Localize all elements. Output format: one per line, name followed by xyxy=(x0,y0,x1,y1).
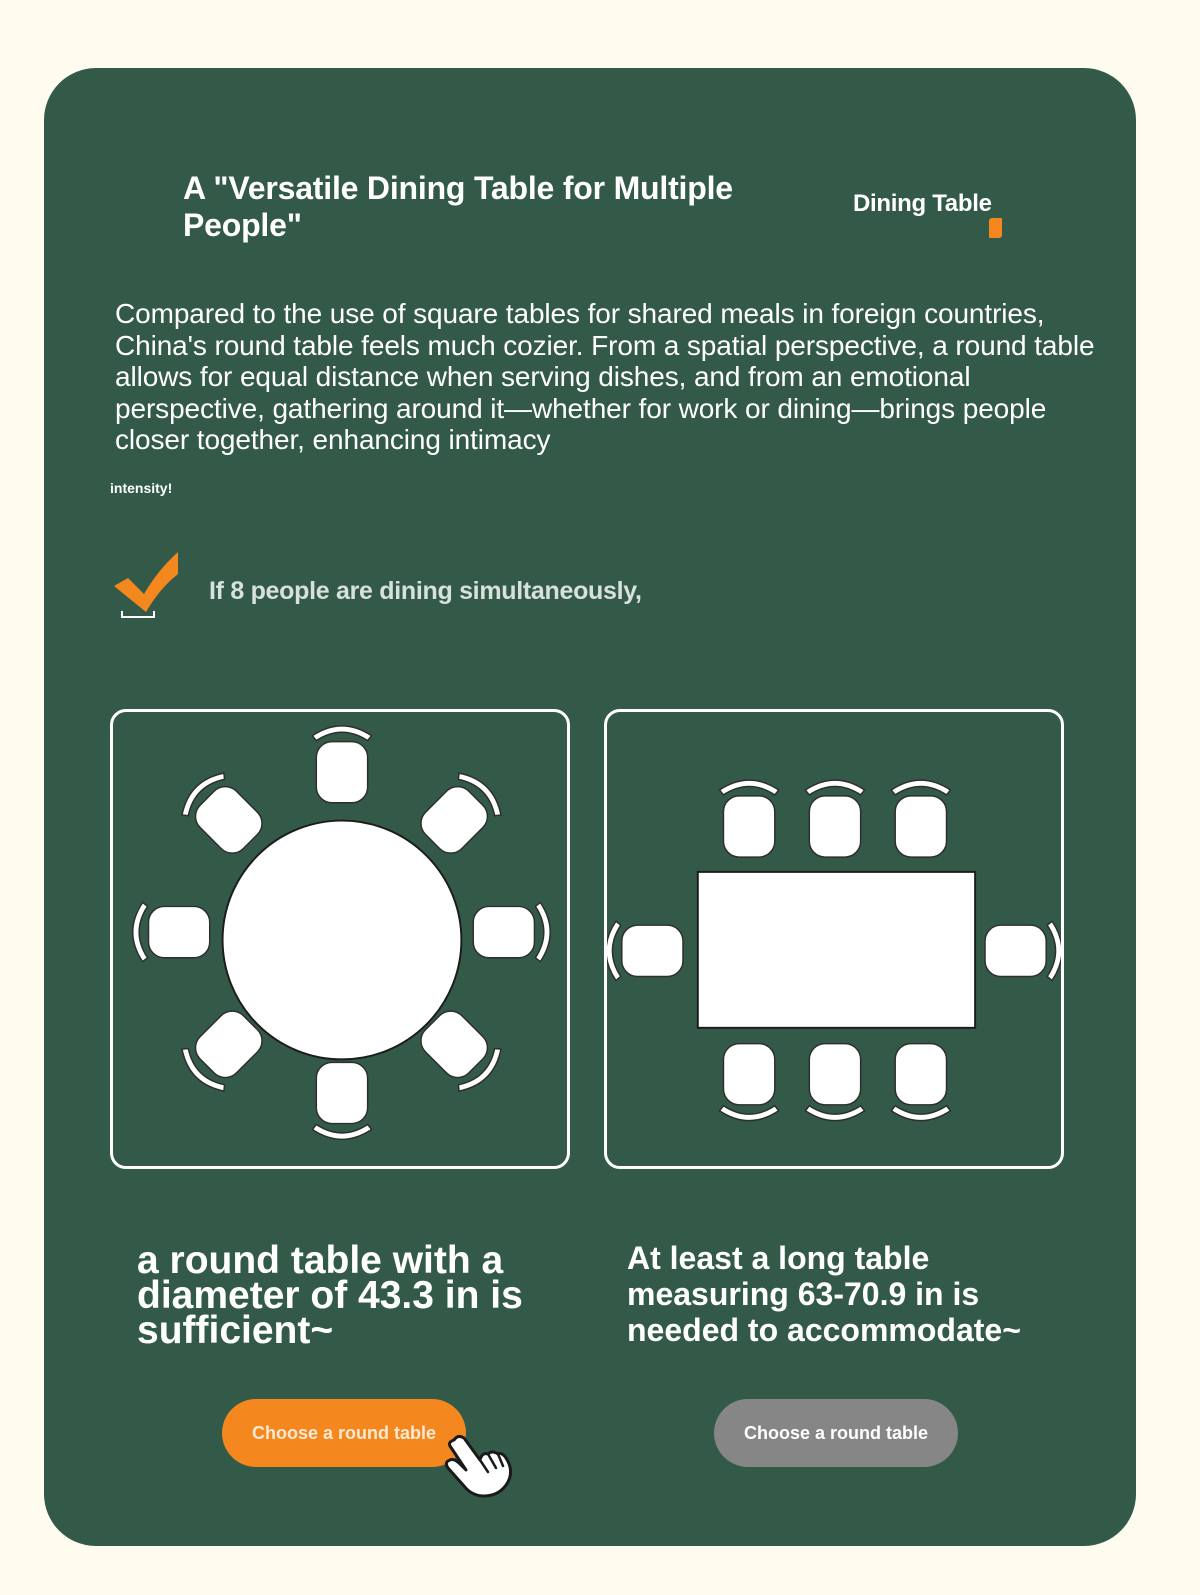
chair-east xyxy=(473,902,550,961)
long-table-top xyxy=(698,872,975,1028)
page-title: A "Versatile Dining Table for Multiple People" xyxy=(183,170,733,243)
chair-top-3 xyxy=(891,780,950,857)
chair-west xyxy=(133,902,210,961)
round-table-top xyxy=(223,821,462,1060)
chair-left xyxy=(607,921,683,980)
intro-paragraph: Compared to the use of square tables for shared meals in foreign countries, China's round table feels much cozier. From a spatial perspective, a round table allows for equal distance when serving dishes, and from an emotional perspective, gathering around it—whether for work or dining—brings people closer together, enhancing intimacy xyxy=(115,298,1095,455)
long-table-caption: At least a long table measuring 63-70.9 in is needed to accommodate~ xyxy=(627,1240,1021,1348)
chair-northeast xyxy=(412,766,508,862)
choose-long-table-button[interactable]: Choose a round table xyxy=(714,1399,958,1467)
long-table-diagram xyxy=(604,709,1064,1169)
chair-bottom-2 xyxy=(805,1044,864,1121)
intro-tail-text: intensity! xyxy=(110,480,173,496)
scenario-text: If 8 people are dining simultaneously, xyxy=(209,577,642,605)
chair-northwest xyxy=(175,766,271,862)
choose-round-table-button[interactable]: Choose a round table xyxy=(222,1399,466,1467)
tag-accent-mark xyxy=(989,218,1002,238)
checkmark-icon xyxy=(108,548,184,624)
chair-right xyxy=(985,921,1061,980)
chair-south xyxy=(312,1062,371,1139)
round-table-caption: a round table with a diameter of 43.3 in is sufficient~ xyxy=(137,1239,523,1352)
category-tag: Dining Table xyxy=(853,190,992,217)
chair-bottom-1 xyxy=(720,1044,779,1121)
round-table-diagram xyxy=(110,709,570,1169)
chair-bottom-3 xyxy=(891,1044,950,1121)
pointer-hand-icon xyxy=(440,1430,516,1500)
chair-north xyxy=(312,726,371,803)
chair-top-1 xyxy=(720,780,779,857)
chair-top-2 xyxy=(805,780,864,857)
